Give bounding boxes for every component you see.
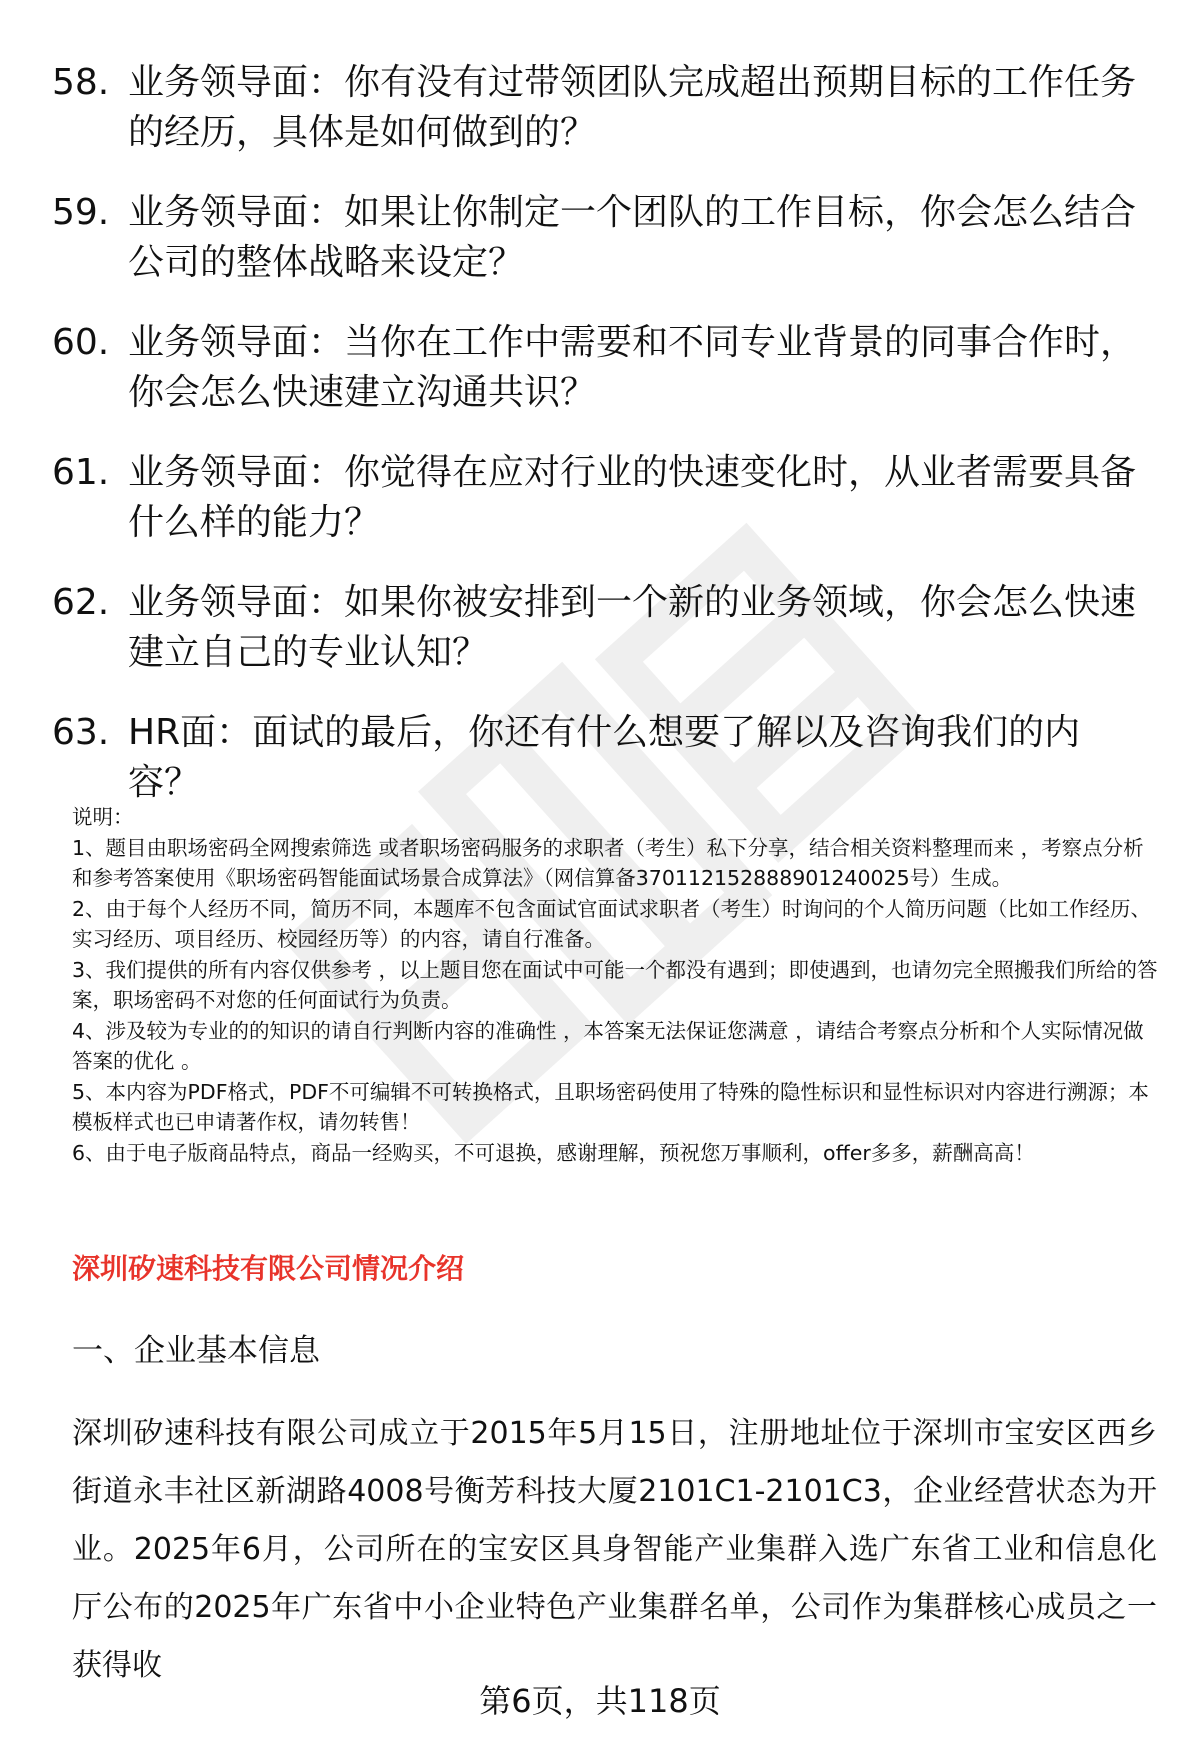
page-footer: 第6页，共118页: [479, 1682, 721, 1720]
question-item: [52, 448, 1152, 548]
question-number: 58.: [52, 62, 110, 103]
question-item: [52, 318, 1152, 418]
question-text: 业务领导面：你有没有过带领团队完成超出预期目标的工作任务的经历，具体是如何做到的？: [128, 62, 1137, 153]
question-text: 业务领导面：如果你被安排到一个新的业务领域，你会怎么快速建立自己的专业认知？: [128, 582, 1137, 673]
notes-title: 说明：: [72, 805, 134, 829]
note-item: 3、我们提供的所有内容仅供参考 ，以上题目您在面试中可能一个都没有遇到；即使遇到，也请勿完全照搬我们所给的答案，职场密码不对您的任何面试行为负责。: [72, 957, 1158, 1012]
question-list: [52, 58, 1152, 838]
company-paragraph: 深圳矽速科技有限公司成立于2015年5月15日，注册地址位于深圳市宝安区西乡街道永丰社区新湖路4008号衡芳科技大厦2101C1-2101C3，企业经营状态为开业。2025年6月，公司所在的宝安区具身智能产业集群入选广东省工业和信息化厅公布的2025年广东省中小企业特色产业集群名单，公司作为集群核心成员之一获得收: [72, 1416, 1157, 1683]
question-text: HR面：面试的最后，你还有什么想要了解以及咨询我们的内容？: [128, 712, 1081, 803]
company-title: 深圳矽速科技有限公司情况介绍: [72, 1252, 465, 1285]
note-item: 6、由于电子版商品特点，商品一经购买，不可退换，感谢理解，预祝您万事顺利，offer多多，薪酬高高！: [72, 1140, 1035, 1165]
question-number: 62.: [52, 582, 110, 623]
question-number: 59.: [52, 192, 110, 233]
question-number: 61.: [52, 452, 110, 493]
note-item: 5、本内容为PDF格式，PDF不可编辑不可转换格式，且职场密码使用了特殊的隐性标识和显性标识对内容进行溯源；本模板样式也已申请著作权，请勿转售！: [72, 1079, 1149, 1134]
notes-section: [72, 802, 1162, 1168]
question-item: [52, 58, 1152, 158]
question-text: 业务领导面：当你在工作中需要和不同专业背景的同事合作时，你会怎么快速建立沟通共识？: [128, 322, 1137, 413]
question-item: [52, 708, 1152, 808]
question-item: [52, 578, 1152, 678]
note-item: 1、题目由职场密码全网搜索筛选 或者职场密码服务的求职者（考生）私下分享，结合相关资料整理而来 ，考察点分析和参考答案使用《职场密码智能面试场景合成算法》（网信算备370112152888901240025号）生成。: [72, 835, 1144, 890]
question-text: 业务领导面：你觉得在应对行业的快速变化时，从业者需要具备什么样的能力？: [128, 452, 1137, 543]
note-item: 2、由于每个人经历不同，简历不同，本题库不包含面试官面试求职者（考生）时询问的个人简历问题（比如工作经历、实习经历、项目经历、校园经历等）的内容，请自行准备。: [72, 896, 1152, 951]
question-text: 业务领导面：如果让你制定一个团队的工作目标，你会怎么结合公司的整体战略来设定？: [128, 192, 1137, 283]
section-heading: 一、企业基本信息: [72, 1333, 320, 1369]
note-item: 4、涉及较为专业的的知识的请自行判断内容的准确性 ，本答案无法保证您满意 ，请结合考察点分析和个人实际情况做答案的优化 。: [72, 1018, 1144, 1073]
question-number: 63.: [52, 712, 110, 753]
question-item: [52, 188, 1152, 288]
question-number: 60.: [52, 322, 110, 363]
